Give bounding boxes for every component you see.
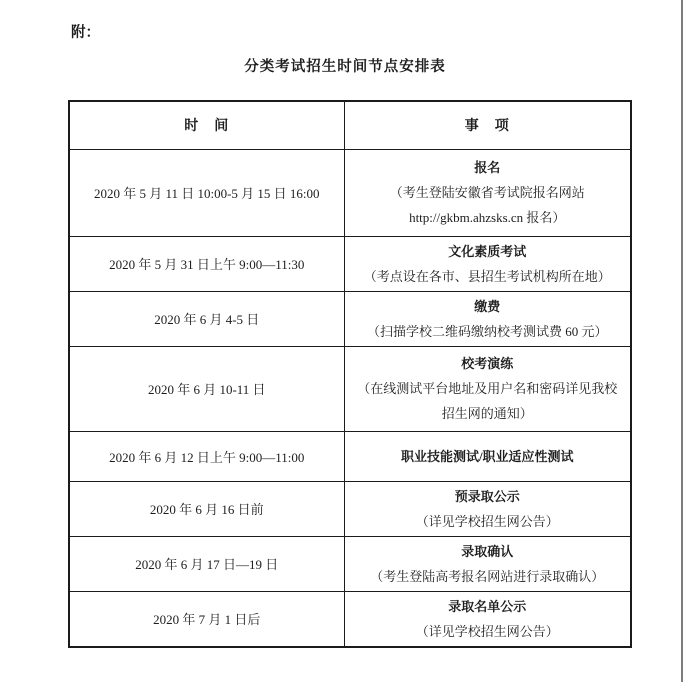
- item-note: （详见学校招生网公告）: [415, 513, 559, 529]
- time-cell: 2020 年 6 月 4-5 日: [69, 291, 344, 346]
- item-title: 录取确认: [461, 543, 514, 559]
- item-note: （考生登陆安徽省考试院报名网站: [389, 185, 585, 200]
- item-note: （考点设在各市、县招生考试机构所在地）: [363, 268, 611, 284]
- item-cell: [344, 346, 631, 431]
- item-title: 职业技能测试/职业适应性测试: [400, 448, 574, 464]
- time-cell: 2020 年 7 月 1 日后: [69, 591, 344, 647]
- table-row: [69, 149, 631, 236]
- item-note: （扫描学校二维码缴纳校考测试费 60 元）: [366, 323, 608, 339]
- table-row: [69, 346, 631, 431]
- item-cell: [344, 149, 631, 236]
- item-note: 招生网的通知）: [441, 406, 533, 421]
- column-header-item: 事 项: [344, 101, 631, 149]
- item-title: 录取名单公示: [448, 598, 527, 614]
- table-row: [69, 481, 631, 536]
- item-note: （在线测试平台地址及用户名和密码详见我校: [357, 381, 618, 396]
- table-header-row: [69, 101, 631, 149]
- item-cell: [344, 236, 631, 291]
- item-title: 缴费: [474, 298, 501, 314]
- item-note: （详见学校招生网公告）: [415, 623, 559, 639]
- item-cell: [344, 591, 631, 647]
- item-title: 校考演练: [461, 356, 514, 371]
- time-cell: 2020 年 6 月 12 日上午 9:00—11:00: [69, 431, 344, 481]
- item-note: http://gkbm.ahzsks.cn 报名）: [409, 210, 566, 225]
- column-header-time: 时 间: [69, 101, 344, 149]
- time-cell: 2020 年 5 月 11 日 10:00-5 月 15 日 16:00: [69, 149, 344, 236]
- table-row: [69, 431, 631, 481]
- table-row: [69, 291, 631, 346]
- time-cell: 2020 年 6 月 10-11 日: [69, 346, 344, 431]
- item-cell: [344, 291, 631, 346]
- page-title: 分类考试招生时间节点安排表: [244, 59, 446, 75]
- item-title: 文化素质考试: [448, 243, 527, 259]
- time-cell: 2020 年 6 月 16 日前: [69, 481, 344, 536]
- table-row: [69, 236, 631, 291]
- schedule-table: [68, 100, 632, 648]
- table-row: [69, 591, 631, 647]
- attachment-label: 附：: [71, 25, 100, 41]
- time-cell: 2020 年 5 月 31 日上午 9:00—11:30: [69, 236, 344, 291]
- item-cell: [344, 431, 631, 481]
- time-cell: 2020 年 6 月 17 日—19 日: [69, 536, 344, 591]
- item-cell: [344, 481, 631, 536]
- table-row: [69, 536, 631, 591]
- item-title: 报名: [474, 160, 501, 175]
- item-title: 预录取公示: [454, 488, 520, 504]
- item-cell: [344, 536, 631, 591]
- item-note: （考生登陆高考报名网站进行录取确认）: [370, 568, 605, 584]
